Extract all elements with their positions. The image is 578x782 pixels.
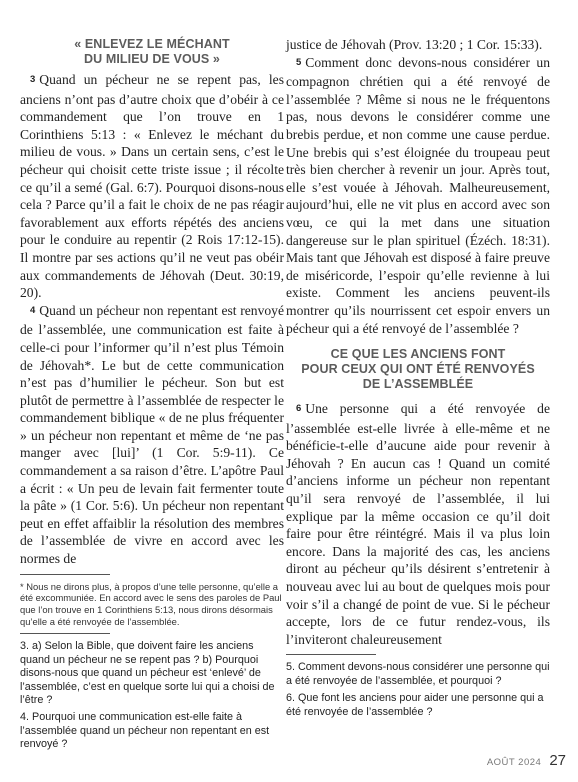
heading-line: DU MILIEU DE VOUS » [84, 52, 220, 66]
issue-month: AOÛT 2024 [486, 757, 542, 768]
study-question-3: 3. a) Selon la Bible, que doivent faire les anciens quand un pécheur ne se repent pas ? b) Pourquoi disons-nous que quand un pécheur est ‘enlevé’ de l’assemblée, c’est en quelque sorte lui qui a choisi de l’être ? [20, 640, 275, 707]
questions-divider [286, 654, 376, 655]
paragraph-text: Comment donc devons-nous considérer un compagnon chrétien qui a été renvoyé de l’assemblée ? Même si nous ne le fréquentons pas, nous devons le considérer comme une brebis perdue, et non comme une cause perdue. Une brebis qui s’est éloignée du troupeau peut très bien chercher à revenir un jour. Après tout, elle s’est vouée à Jéhovah. Malheureusement, aujourd’hui, elle ne vit plus en accord avec son vœu, ce qui la met dans une situation dangereuse sur le plan spirituel (Ézéch. 18:31). Mais tant que Jéhovah est disposé à faire preuve de miséricorde, l’espoir qu’elle revienne à lui existe. Comment les anciens peuvent-ils montrer qu’ils nourrissent cet espoir envers un pécheur qui a été renvoyé de l’assemblée ? [286, 54, 550, 336]
paragraph-4 [20, 302, 284, 568]
paragraph-text: Quand un pécheur ne se repent pas, les anciens n’ont pas d’autre choix que d’obéir à ce commandement que l’on trouve en 1 Corinthiens 5:13 : « Enlevez le méchant du milieu de vous. » Dans un certain sens, c’est le pécheur qui choisit cette triste issue ; il récolte ce qu’il a semé (Gal. 6:7). Pourquoi disons-nous cela ? Parce qu’il a fait le choix de ne pas réagir favorablement aux efforts répétés des anciens pour le conduire au repentir (2 Rois 17:12-15). Il montre par ses actions qu’il ne veut pas obéir aux commandements de Jéhovah (Deut. 30:19, 20). [20, 72, 284, 301]
section-heading-enlevez [20, 37, 284, 67]
heading-line: POUR CEUX QUI ONT ÉTÉ RENVOYÉS [301, 362, 535, 377]
footnote: * Nous ne dirons plus, à propos d’une telle personne, qu’elle a été excommuniée. En accord avec le sens des paroles de Paul que l’on trouve en 1 Corinthiens 5:13, nous dirons désormais qu’elle a été renvoyée de l’assemblée. [20, 580, 282, 627]
paragraph-text: Quand un pécheur non repentant est renvoyé de l’assemblée, une communication est faite à celle-ci pour l’informer qu’il n’est plus Témoin de Jéhovah*. Le but de cette communication n’est pas d’humilier le pécheur. Son but est plutôt de permettre à l’assemblée de respecter le commandement biblique « de ne plus fréquenter » un pécheur non repentant et même de ‘ne pas manger avec [lui]’ (1 Cor. 5:9-11). Ce commandement a sa raison d’être. L’apôtre Paul a écrit : « Un peu de levain fait fermenter toute la pâte » (1 Cor. 5:6). Un pécheur non repentant peut en effet affaiblir la résolution des membres de l’assemblée de vivre en accord avec les normes de [20, 302, 284, 567]
study-question-4: 4. Pourquoi une communication est-elle faite à l’assemblée quand un pécheur non repentant en est renvoyé ? [20, 711, 270, 751]
footnote-divider [20, 574, 110, 575]
section-heading-anciens [286, 347, 550, 392]
paragraph-number: 4 [30, 304, 36, 316]
page-number: 27 [549, 752, 566, 769]
questions-divider [20, 633, 110, 634]
paragraph-number: 6 [296, 403, 302, 415]
paragraph-number: 5 [296, 56, 302, 68]
heading-line: « ENLEVEZ LE MÉCHANT [74, 37, 230, 51]
paragraph-5 [286, 54, 550, 338]
paragraph-number: 3 [30, 74, 36, 85]
study-question-6: 6. Que font les anciens pour aider une personne qui a été renvoyée de l’assemblée ? [286, 692, 544, 718]
paragraph-text: Une personne qui a été renvoyée de l’assemblée est-elle livrée à elle-même et ne bénéficie-t-elle d’aucune aide pour revenir à Jéhovah ? En aucun cas ! Quand un comité d’anciens informe un pécheur non repentant qu’il sera renvoyé de l’assemblée, il lui explique par la même occasion ce qu’il doit faire pour être réintégré. Mais il va plus loin encore. Dans la majorité des cas, les anciens diront au pécheur qu’ils désirent s’entretenir à nouveau avec lui au bout de quelques mois pour voir s’il a changé de point de vue. Si le pécheur accepte, lors de ce futur rendez-vous, ils l’inviteront chaleureusement [286, 401, 550, 647]
left-column [20, 0, 284, 756]
page-footer [487, 752, 566, 770]
paragraph-4-continued: justice de Jéhovah (Prov. 13:20 ; 1 Cor. 15:33). [286, 37, 543, 52]
study-question-5: 5. Comment devons-nous considérer une personne qui a été renvoyée de l’assemblée, et pourquoi ? [286, 661, 550, 687]
right-column [286, 0, 550, 723]
heading-line: CE QUE LES ANCIENS FONT [330, 347, 506, 362]
paragraph-6 [286, 400, 550, 648]
heading-line: DE L’ASSEMBLÉE [362, 377, 474, 392]
paragraph-3 [20, 71, 284, 302]
